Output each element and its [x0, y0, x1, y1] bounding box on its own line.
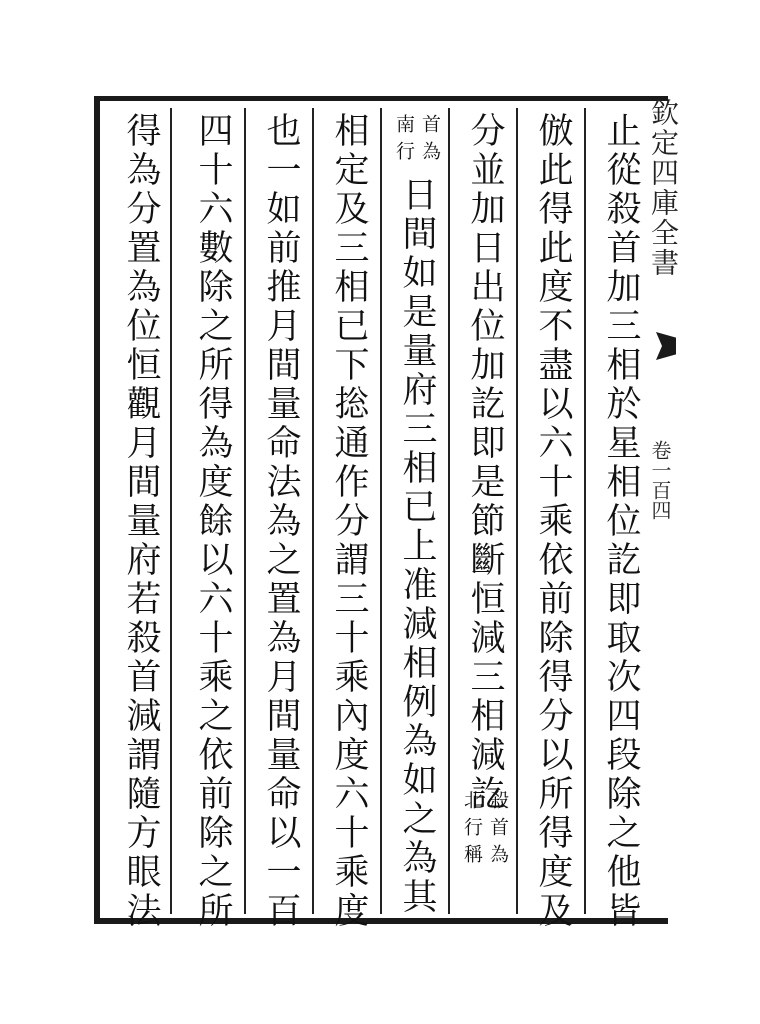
column-rule	[584, 108, 586, 914]
annotation-column-4b: 南行	[393, 114, 415, 168]
annotation-column-3a: 殺首為	[487, 790, 509, 871]
text-column-8: 得為分置為位恒觀月間量府若殺首減謂隨方眼法	[121, 112, 161, 931]
column-rule	[170, 108, 172, 914]
column-rule	[244, 108, 246, 914]
column-rule	[516, 108, 518, 914]
margin-juan-number: 卷一百四	[648, 440, 672, 520]
text-column-5: 相定及三相已下捴通作分謂三十乘內度六十乘度	[329, 112, 369, 931]
text-column-3: 分並加日出位加訖即是節斷恒減三相減訖	[465, 112, 505, 814]
column-rule	[312, 108, 314, 914]
text-column-1: 止從殺首加三相於星相位訖即取次四段除之他皆	[601, 112, 641, 931]
text-column-7: 四十六數除之所得為度餘以六十乘之依前除之所	[193, 112, 233, 931]
text-column-6: 也一如前推月間量命法為之置為月間量命以一百	[261, 112, 301, 931]
text-column-2: 倣此得此度不盡以六十乘依前除得分以所得度及	[533, 112, 573, 931]
annotation-column-3b: 北行稱	[461, 790, 483, 871]
column-rule	[380, 108, 382, 914]
column-rule	[448, 108, 450, 914]
annotation-column-4a: 首為	[419, 114, 441, 168]
text-column-4: 日間如是量府三相已上准減相例為如之為其	[397, 176, 437, 917]
margin-title: 欽定四庫全書	[647, 98, 680, 278]
